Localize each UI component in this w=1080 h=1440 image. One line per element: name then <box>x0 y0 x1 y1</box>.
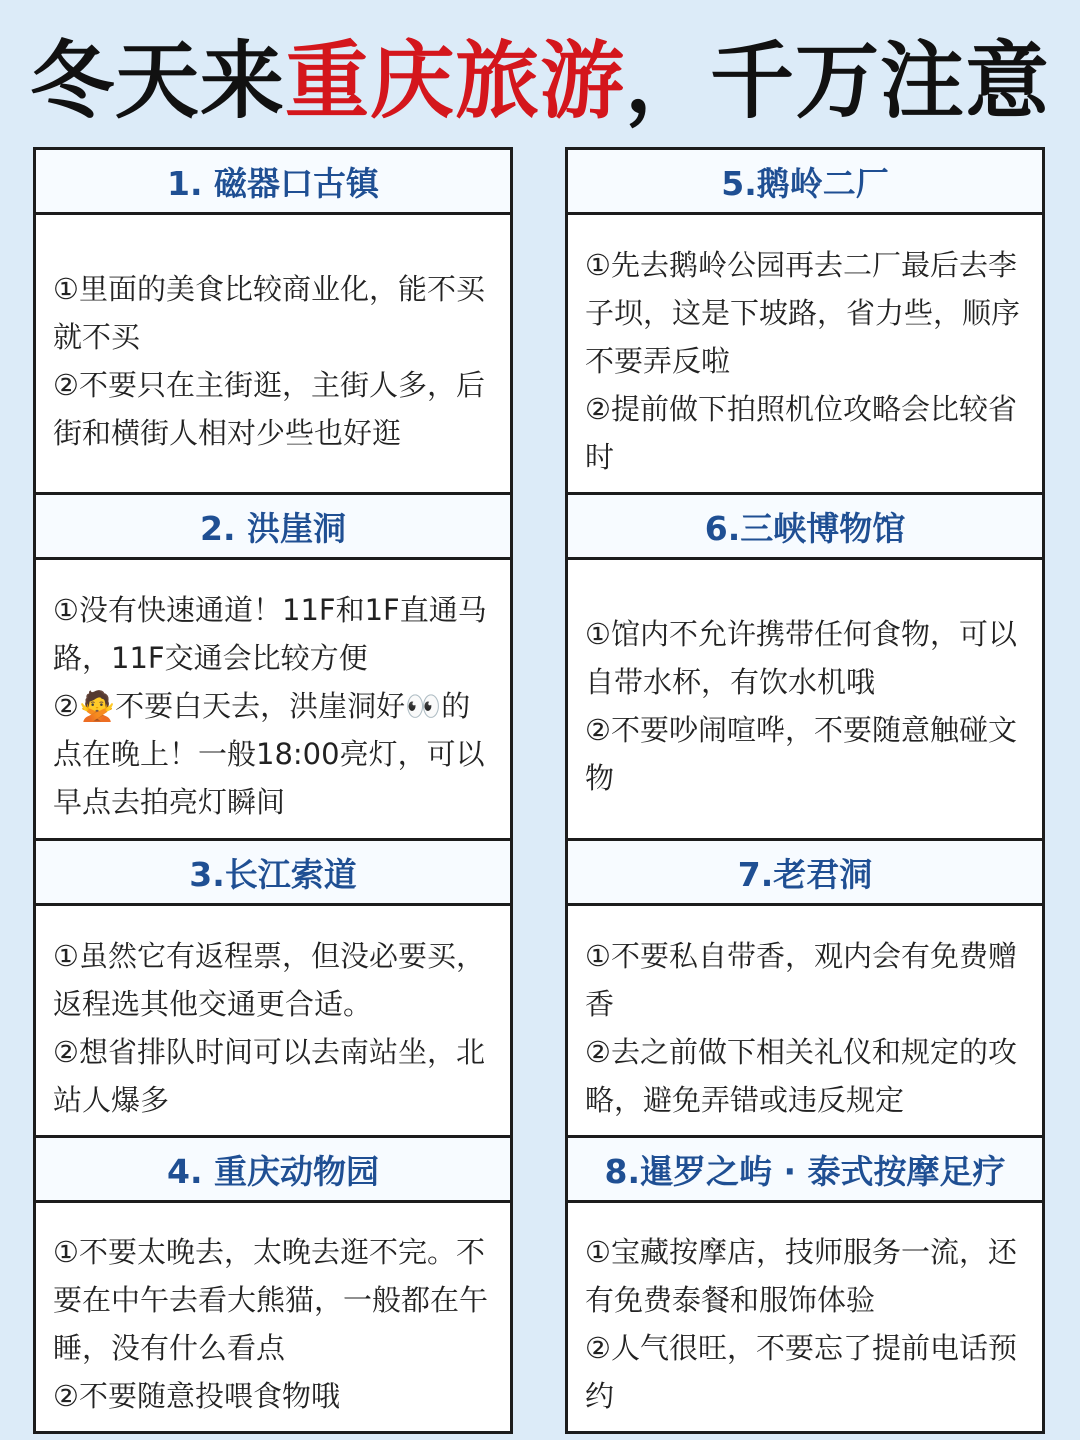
card-heading: 4. 重庆动物园 <box>36 1138 510 1203</box>
tip-item: ②提前做下拍照机位攻略会比较省时 <box>585 391 1017 474</box>
tip-item: ②去之前做下相关礼仪和规定的攻略，避免弄错或违反规定 <box>585 1034 1017 1117</box>
card-heading: 7.老君洞 <box>568 841 1042 906</box>
tip-item: ①馆内不允许携带任何食物，可以自带水杯，有饮水机哦 <box>585 617 1017 699</box>
tip-card-6 <box>565 495 1045 841</box>
card-body <box>36 560 510 838</box>
card-body <box>568 1203 1042 1431</box>
left-column <box>33 147 513 1434</box>
card-body <box>36 1203 510 1431</box>
card-heading: 8.暹罗之屿 · 泰式按摩足疗 <box>568 1138 1042 1203</box>
tip-item: ①里面的美食比较商业化，能不买就不买 <box>53 271 485 354</box>
card-heading: 6.三峡博物馆 <box>568 495 1042 560</box>
tip-item: ②不要只在主街逛，主街人多，后街和横街人相对少些也好逛 <box>53 367 485 450</box>
card-heading: 3.长江索道 <box>36 841 510 906</box>
tip-item: ①不要太晚去，太晚去逛不完。不要在中午去看大熊猫，一般都在午睡，没有什么看点 <box>53 1235 489 1365</box>
card-heading: 5.鹅岭二厂 <box>568 150 1042 215</box>
card-heading: 1. 磁器口古镇 <box>36 150 510 215</box>
tip-item: ①宝藏按摩店，技师服务一流，还有免费泰餐和服饰体验 <box>585 1235 1017 1317</box>
page-title <box>0 26 1080 136</box>
tip-card-1 <box>33 147 513 495</box>
tip-card-7 <box>565 841 1045 1138</box>
tip-item: ②🙅不要白天去，洪崖洞好👀的点在晚上！一般18:00亮灯，可以早点去拍亮灯瞬间 <box>53 689 485 819</box>
tip-item: ①虽然它有返程票，但没必要买，返程选其他交通更合适。 <box>53 938 485 1021</box>
card-body <box>568 906 1042 1135</box>
tip-card-3 <box>33 841 513 1138</box>
tip-item: ①先去鹅岭公园再去二厂最后去李子坝，这是下坡路，省力些，顺序不要弄反啦 <box>585 247 1021 378</box>
tip-card-2 <box>33 495 513 841</box>
card-body <box>568 560 1042 838</box>
tip-card-8 <box>565 1138 1045 1434</box>
card-body <box>36 215 510 492</box>
tip-item: ①没有快速通道！11F和1F直通马路，11F交通会比较方便 <box>53 593 487 675</box>
title-part-1: 冬天来 <box>29 32 285 130</box>
tip-item: ②想省排队时间可以去南站坐，北站人爆多 <box>53 1034 485 1117</box>
right-column <box>565 147 1045 1434</box>
card-body <box>568 215 1042 492</box>
card-heading: 2. 洪崖洞 <box>36 495 510 560</box>
tip-item: ②不要吵闹喧哗，不要随意触碰文物 <box>585 713 1017 795</box>
title-highlight: 重庆旅游 <box>284 32 625 130</box>
tip-item: ①不要私自带香，观内会有免费赠香 <box>585 938 1017 1021</box>
tip-item: ②不要随意投喂食物哦 <box>53 1379 340 1413</box>
title-part-3: ，千万注意 <box>625 32 1051 130</box>
card-body <box>36 906 510 1135</box>
tip-card-4 <box>33 1138 513 1434</box>
tip-item: ②人气很旺，不要忘了提前电话预约 <box>585 1331 1017 1413</box>
tip-card-5 <box>565 147 1045 495</box>
